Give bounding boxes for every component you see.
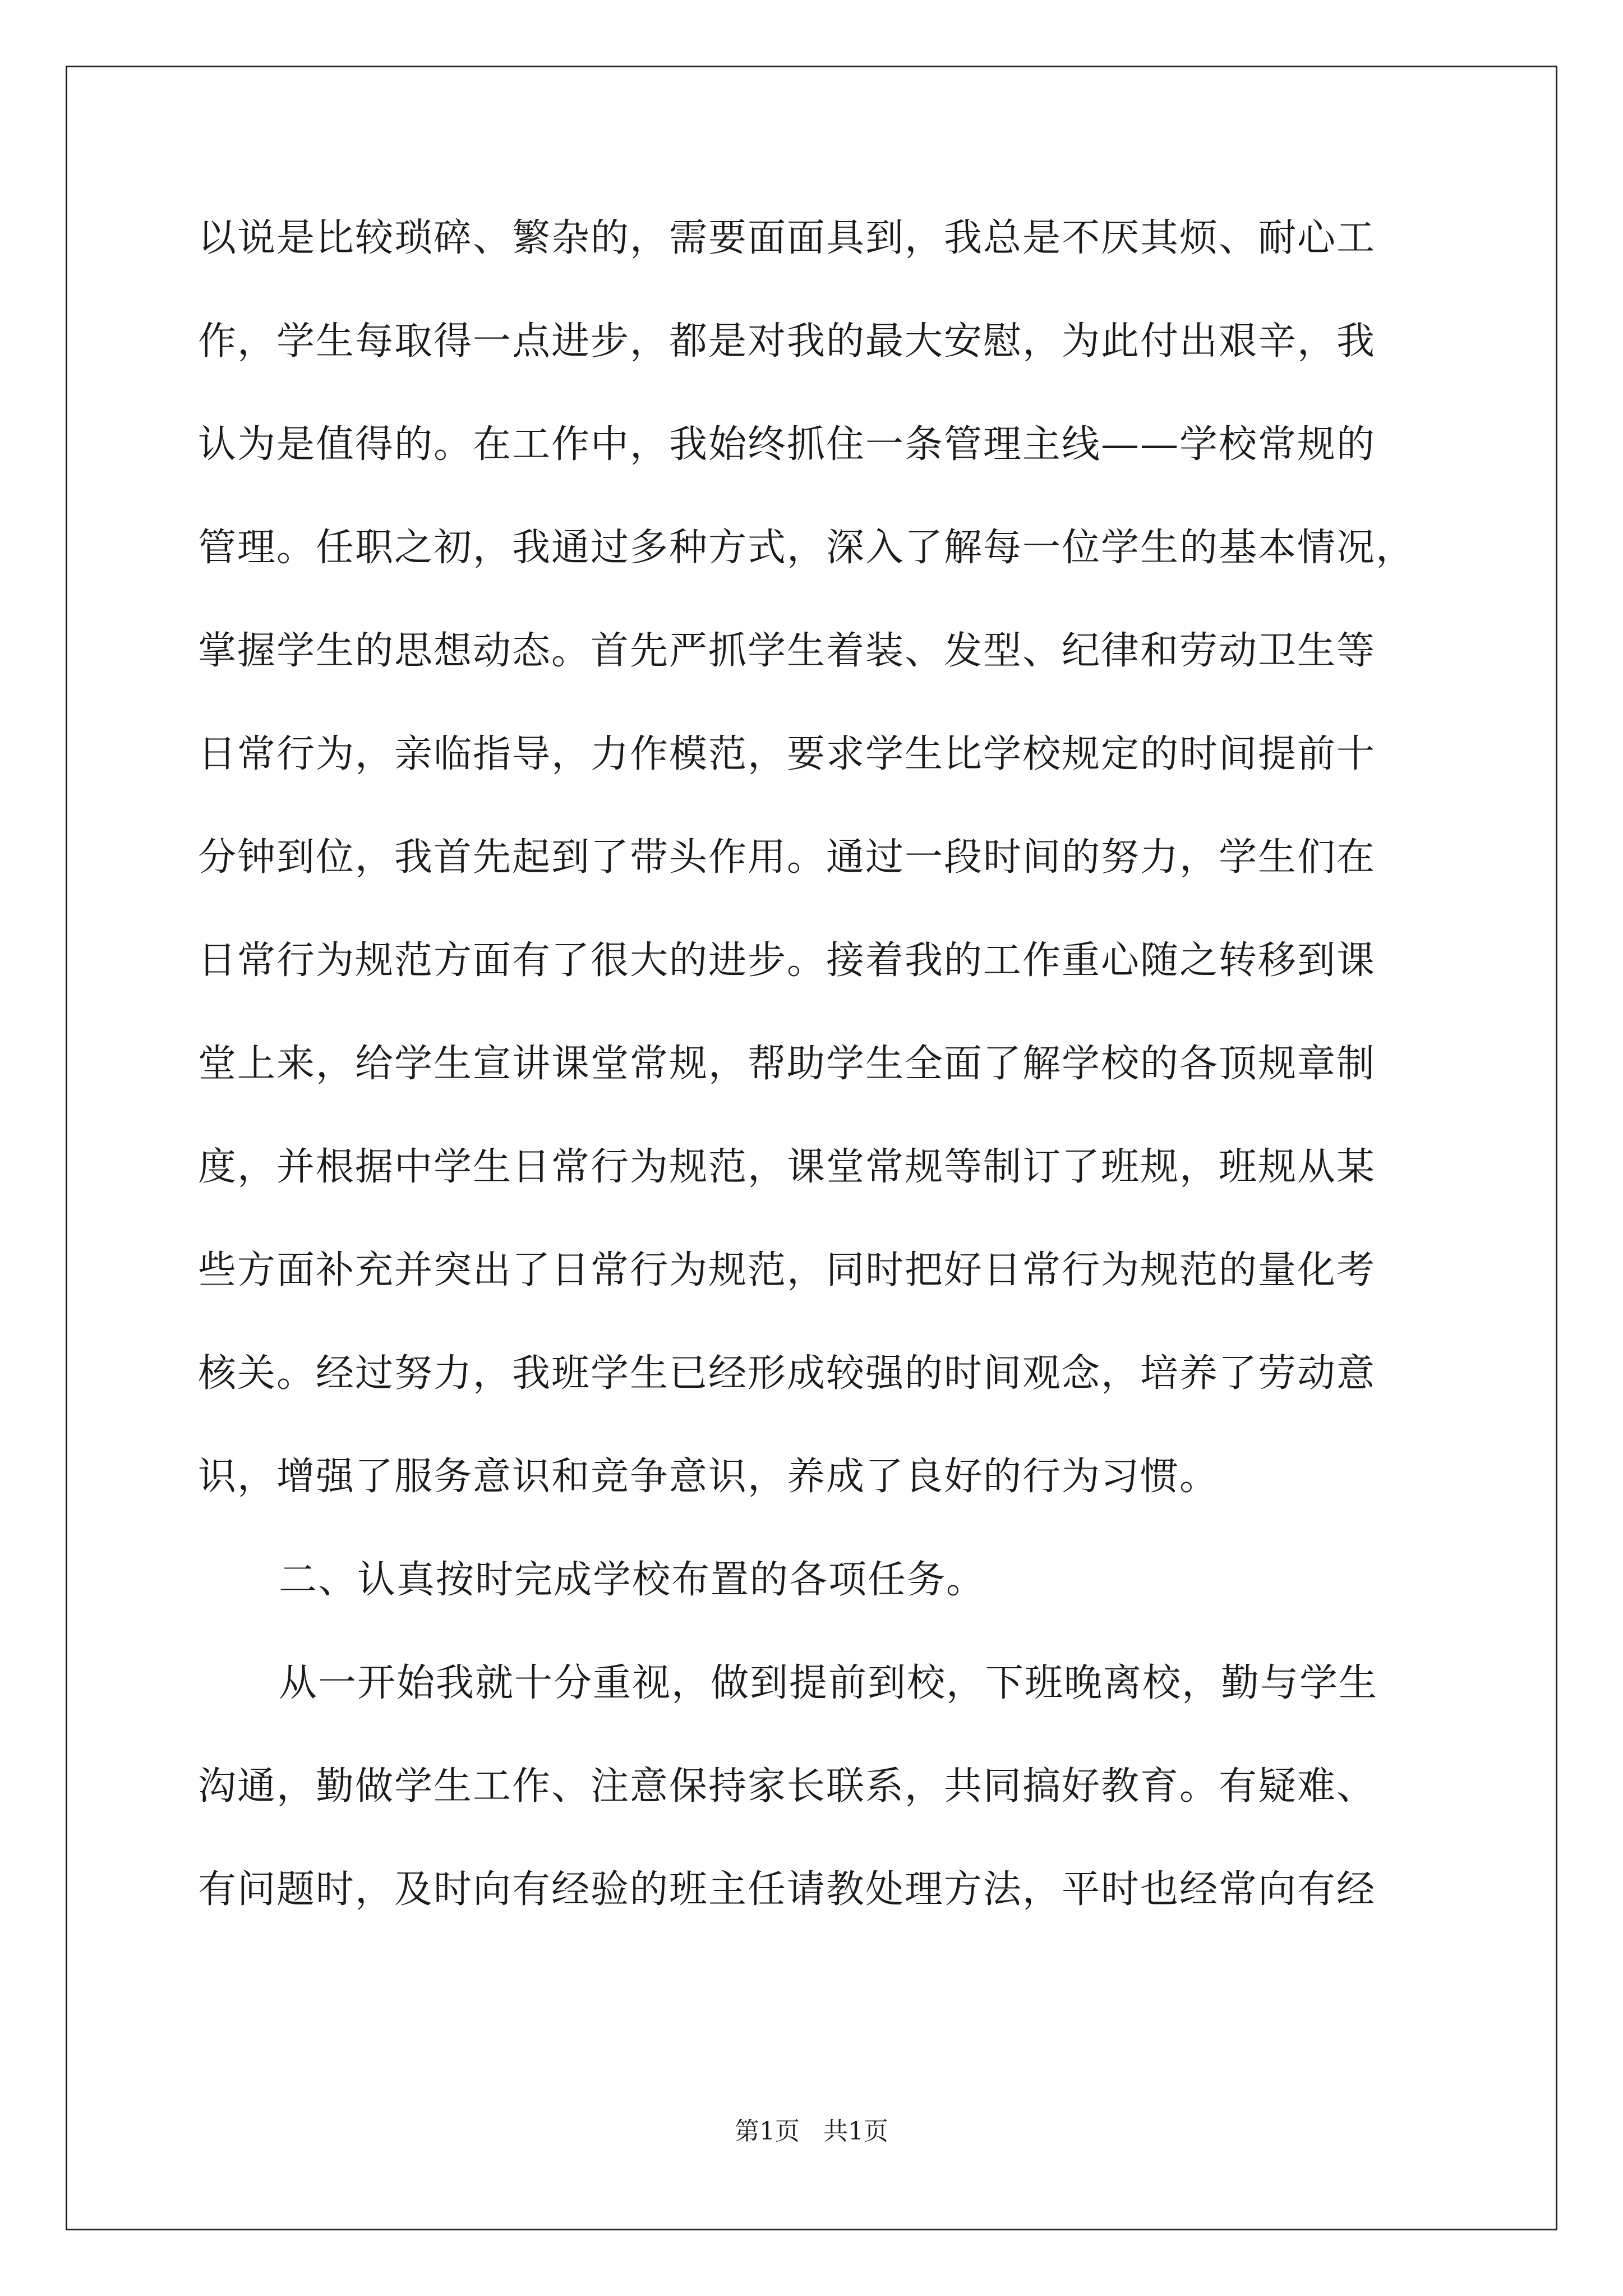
text-line: 核关。经过努力，我班学生已经形成较强的时间观念，培养了劳动意 [198, 1351, 1376, 1396]
text-line: 沟通，勤做学生工作、注意保持家长联系，共同搞好教育。有疑难、 [198, 1764, 1376, 1809]
text-line: 认为是值得的。在工作中，我始终抓住一条管理主线——学校常规的 [198, 422, 1376, 467]
text-line: 掌握学生的思想动态。首先严抓学生着装、发型、纪律和劳动卫生等 [198, 629, 1376, 673]
text-line: 以说是比较琐碎、繁杂的，需要面面具到，我总是不厌其烦、耐心工 [198, 216, 1376, 260]
text-line: 些方面补充并突出了日常行为规范，同时把好日常行为规范的量化考 [198, 1248, 1376, 1292]
text-line: 堂上来，给学生宣讲课堂常规，帮助学生全面了解学校的各顶规章制 [198, 1042, 1376, 1086]
text-line: 日常行为规范方面有了很大的进步。接着我的工作重心随之转移到课 [198, 938, 1376, 983]
section-heading: 二、认真按时完成学校布置的各项任务。 [279, 1558, 986, 1602]
document-body [198, 210, 1443, 1965]
page-number-footer: 第1页 共1页 [735, 2117, 888, 2146]
text-line: 有问题时，及时向有经验的班主任请教处理方法，平时也经常向有经 [198, 1867, 1376, 1912]
text-line: 分钟到位，我首先起到了带头作用。通过一段时间的努力，学生们在 [198, 835, 1376, 880]
text-line: 日常行为，亲临指导，力作模范，要求学生比学校规定的时间提前十 [198, 732, 1376, 776]
paragraph-start-line: 从一开始我就十分重视，做到提前到校，下班晚离校，勤与学生 [279, 1661, 1378, 1705]
text-line: 度，并根据中学生日常行为规范，课堂常规等制订了班规，班规从某 [198, 1145, 1376, 1189]
text-line: 识，增强了服务意识和竞争意识，养成了良好的行为习惯。 [198, 1455, 1219, 1499]
text-line: 管理。任职之初，我通过多种方式，深入了解每一位学生的基本情况， [198, 526, 1415, 570]
text-line: 作，学生每取得一点进步，都是对我的最大安慰，为此付出艰辛，我 [198, 319, 1376, 364]
